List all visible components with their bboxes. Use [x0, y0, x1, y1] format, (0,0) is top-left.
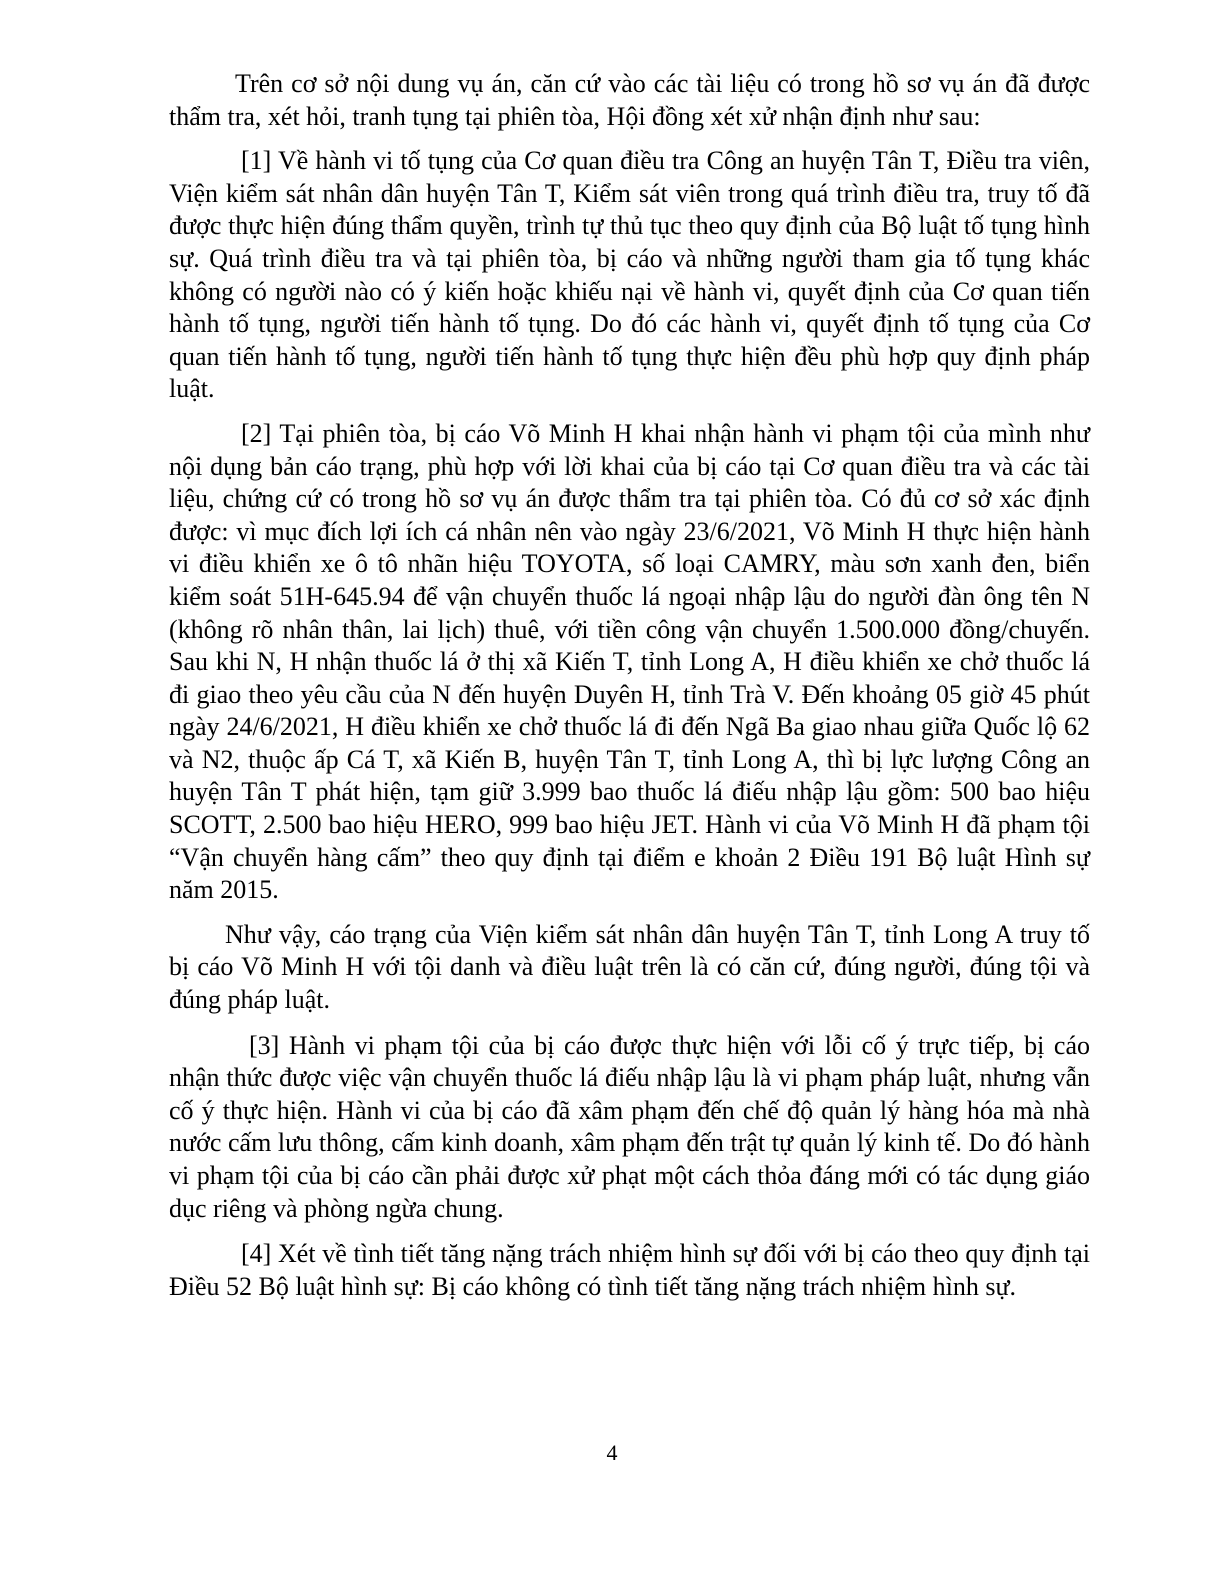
paragraph-indictment-conclusion: Như vậy, cáo trạng của Viện kiểm sát nhân dân huyện Tân T, tỉnh Long A truy tố bị cáo Võ Minh H với tội danh và điều luật trên là có căn cứ, đúng người, đúng tội và đúng pháp luật.: [169, 919, 1090, 1015]
paragraph-1-procedural-acts: [1] Về hành vi tố tụng của Cơ quan điều tra Công an huyện Tân T, Điều tra viên, Viện kiểm sát nhân dân huyện Tân T, Kiểm sát viên trong quá trình điều tra, truy tố đã được thực hiện đúng thẩm quyền, trình tự thủ tục theo quy định của Bộ luật tố tụng hình sự. Quá trình điều tra và tại phiên tòa, bị cáo và những người tham gia tố tụng khác không có người nào có ý kiến hoặc khiếu nại về hành vi, quyết định của Cơ quan tiến hành tố tụng, người tiến hành tố tụng. Do đó các hành vi, quyết định tố tụng của Cơ quan tiến hành tố tụng, người tiến hành tố tụng thực hiện đều phù hợp quy định pháp luật.: [169, 146, 1090, 404]
paragraph-2-defendant-acts: [2] Tại phiên tòa, bị cáo Võ Minh H khai nhận hành vi phạm tội của mình như nội dụng bản cáo trạng, phù hợp với lời khai của bị cáo tại Cơ quan điều tra và các tài liệu, chứng cứ có trong hồ sơ vụ án được thẩm tra tại phiên tòa. Có đủ cơ sở xác định được: vì mục đích lợi ích cá nhân nên vào ngày 23/6/2021, Võ Minh H thực hiện hành vi điều khiển xe ô tô nhãn hiệu TOYOTA, số loại CAMRY, màu sơn xanh đen, biển kiểm soát 51H-645.94 để vận chuyển thuốc lá ngoại nhập lậu do người đàn ông tên N (không rõ nhân thân, lai lịch) thuê, với tiền công vận chuyển 1.500.000 đồng/chuyến. Sau khi N, H nhận thuốc lá ở thị xã Kiến T, tỉnh Long A, H điều khiển xe chở thuốc lá đi giao theo yêu cầu của N đến huyện Duyên H, tỉnh Trà V. Đến khoảng 05 giờ 45 phút ngày 24/6/2021, H điều khiển xe chở thuốc lá đi đến Ngã Ba giao nhau giữa Quốc lộ 62 và N2, thuộc ấp Cá T, xã Kiến B, huyện Tân T, tỉnh Long A, thì bị lực lượng Công an huyện Tân T phát hiện, tạm giữ 3.999 bao thuốc lá điếu nhập lậu gồm: 500 bao hiệu SCOTT, 2.500 bao hiệu HERO, 999 bao hiệu JET. Hành vi của Võ Minh H đã phạm tội “Vận chuyển hàng cấm” theo quy định tại điểm e khoản 2 Điều 191 Bộ luật Hình sự năm 2015.: [169, 418, 1090, 905]
paragraph-4-aggravating-circumstances: [4] Xét về tình tiết tăng nặng trách nhiệm hình sự đối với bị cáo theo quy định tại Điều 52 Bộ luật hình sự: Bị cáo không có tình tiết tăng nặng trách nhiệm hình sự.: [169, 1239, 1090, 1301]
page-number: 4: [606, 1440, 618, 1465]
document-body: [169, 68, 1090, 1303]
paragraph-intro: Trên cơ sở nội dung vụ án, căn cứ vào các tài liệu có trong hồ sơ vụ án đã được thẩm tra, xét hỏi, tranh tụng tại phiên tòa, Hội đồng xét xử nhận định như sau:: [169, 69, 1090, 131]
paragraph-3-fault-assessment: [3] Hành vi phạm tội của bị cáo được thực hiện với lỗi cố ý trực tiếp, bị cáo nhận thức được việc vận chuyển thuốc lá điếu nhập lậu là vi phạm pháp luật, nhưng vẫn cố ý thực hiện. Hành vi của bị cáo đã xâm phạm đến chế độ quản lý hàng hóa mà nhà nước cấm lưu thông, cấm kinh doanh, xâm phạm đến trật tự quản lý kinh tế. Do đó hành vi phạm tội của bị cáo cần phải được xử phạt một cách thỏa đáng mới có tác dụng giáo dục riêng và phòng ngừa chung.: [169, 1030, 1090, 1223]
